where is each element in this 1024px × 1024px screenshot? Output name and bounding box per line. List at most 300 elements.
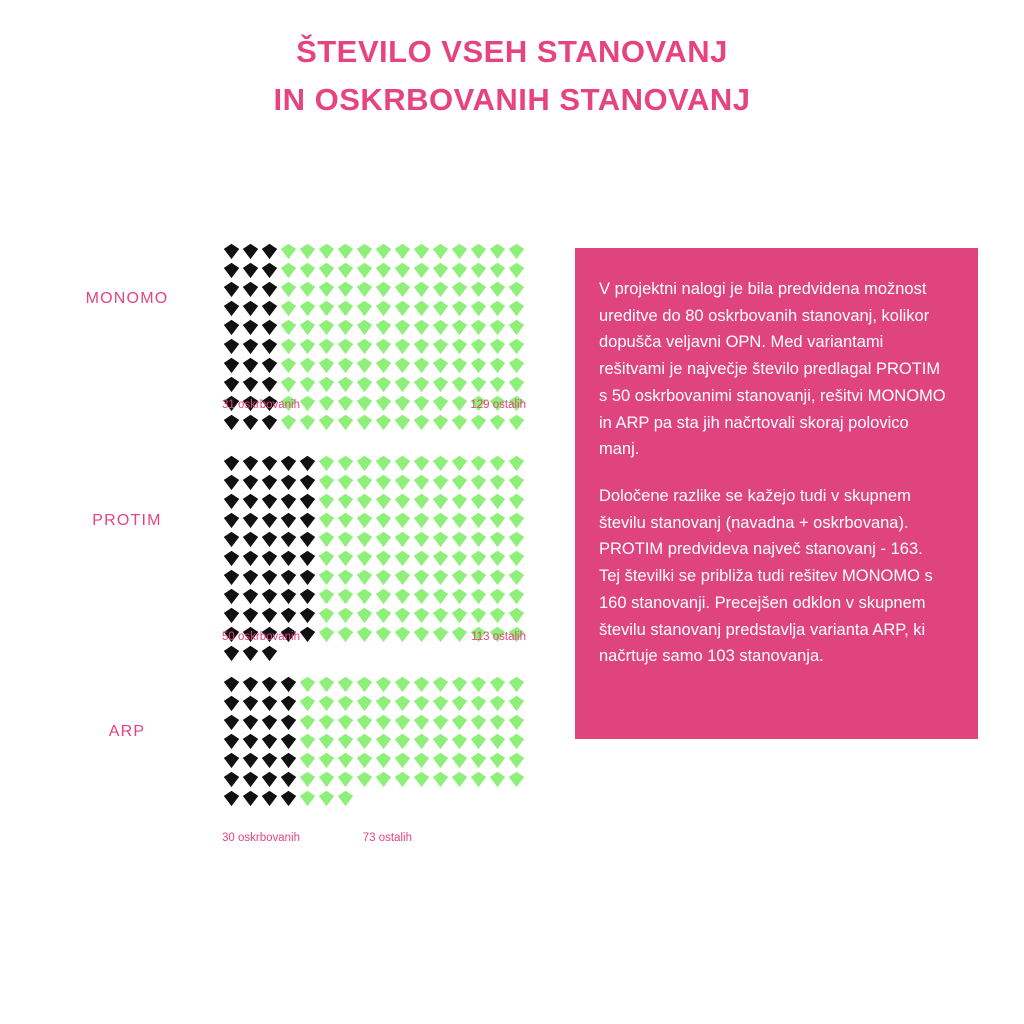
waffle-cell bbox=[298, 280, 317, 299]
waffle-cell bbox=[260, 644, 279, 663]
waffle-cell bbox=[412, 299, 431, 318]
waffle-cell bbox=[469, 356, 488, 375]
waffle-cell bbox=[431, 549, 450, 568]
waffle-cell bbox=[260, 530, 279, 549]
waffle-cell bbox=[393, 511, 412, 530]
waffle-cell bbox=[260, 789, 279, 808]
waffle-cell bbox=[412, 473, 431, 492]
waffle-cell bbox=[469, 454, 488, 473]
waffle-cell bbox=[279, 511, 298, 530]
waffle-cell bbox=[412, 675, 431, 694]
waffle-cell bbox=[507, 473, 526, 492]
waffle-cell bbox=[260, 337, 279, 356]
waffle-cell bbox=[469, 242, 488, 261]
waffle-cell bbox=[336, 299, 355, 318]
waffle-cell bbox=[336, 751, 355, 770]
waffle-cell bbox=[222, 299, 241, 318]
waffle-cell bbox=[469, 280, 488, 299]
waffle-cell bbox=[355, 568, 374, 587]
waffle-cell bbox=[336, 511, 355, 530]
waffle-cell bbox=[317, 625, 336, 644]
waffle-cell bbox=[298, 299, 317, 318]
waffle-cell bbox=[431, 299, 450, 318]
legend-supported-arp: 30 oskrbovanih bbox=[222, 832, 300, 844]
waffle-cell bbox=[469, 530, 488, 549]
waffle-cell bbox=[469, 549, 488, 568]
waffle-cell bbox=[469, 511, 488, 530]
waffle-cell bbox=[317, 751, 336, 770]
waffle-cell bbox=[298, 473, 317, 492]
waffle-cell bbox=[279, 318, 298, 337]
legend-other-monomo: 129 ostalih bbox=[470, 399, 526, 411]
waffle-cell bbox=[279, 587, 298, 606]
waffle-cell bbox=[260, 587, 279, 606]
waffle-cell bbox=[488, 280, 507, 299]
waffle-cell bbox=[241, 261, 260, 280]
waffle-cell bbox=[393, 568, 412, 587]
waffle-cell bbox=[431, 356, 450, 375]
waffle-cell bbox=[507, 454, 526, 473]
waffle-cell bbox=[488, 337, 507, 356]
waffle-cell bbox=[393, 454, 412, 473]
legend-supported-monomo: 31 oskrbovanih bbox=[222, 399, 300, 411]
waffle-cell bbox=[450, 732, 469, 751]
waffle-cell bbox=[336, 770, 355, 789]
waffle-cell bbox=[336, 587, 355, 606]
waffle-cell bbox=[336, 625, 355, 644]
waffle-cell bbox=[393, 318, 412, 337]
description-paragraph-2: Določene razlike se kažejo tudi v skupnem številu stanovanj (navadna + oskrbovana). PROTIM predvideva največ stanovanj - 163. Tej številki se približa tudi rešitev MONOMO s 160 stanovanji. Precejšen odklon v skupnem številu stanovanj predstavlja varianta ARP, ki načrtuje samo 103 stanovanja. bbox=[599, 487, 933, 666]
waffle-cell bbox=[450, 299, 469, 318]
waffle-cell bbox=[450, 713, 469, 732]
waffle-cell bbox=[298, 568, 317, 587]
waffle-cell bbox=[431, 375, 450, 394]
waffle-cell bbox=[279, 568, 298, 587]
waffle-cell bbox=[507, 549, 526, 568]
waffle-cell bbox=[355, 280, 374, 299]
waffle-cell bbox=[298, 394, 317, 413]
waffle-cell bbox=[450, 413, 469, 432]
waffle-cell bbox=[355, 713, 374, 732]
waffle-cell bbox=[279, 356, 298, 375]
waffle-cell bbox=[488, 549, 507, 568]
waffle-cell bbox=[412, 732, 431, 751]
waffle-cell bbox=[507, 492, 526, 511]
waffle-cell bbox=[336, 337, 355, 356]
waffle-cell bbox=[393, 413, 412, 432]
waffle-cell bbox=[336, 789, 355, 808]
waffle-cell bbox=[298, 511, 317, 530]
waffle-cell bbox=[241, 375, 260, 394]
waffle-cell bbox=[393, 732, 412, 751]
waffle-cell bbox=[431, 413, 450, 432]
waffle-cell bbox=[279, 694, 298, 713]
waffle-cell bbox=[241, 318, 260, 337]
waffle-cell bbox=[431, 732, 450, 751]
waffle-cell bbox=[298, 242, 317, 261]
waffle-cell bbox=[469, 375, 488, 394]
waffle-cell bbox=[488, 413, 507, 432]
waffle-cell bbox=[260, 492, 279, 511]
waffle-cell bbox=[260, 375, 279, 394]
waffle-cell bbox=[317, 375, 336, 394]
waffle-cell bbox=[260, 568, 279, 587]
waffle-cell bbox=[317, 568, 336, 587]
waffle-cell bbox=[431, 587, 450, 606]
waffle-cell bbox=[488, 568, 507, 587]
waffle-cell bbox=[336, 261, 355, 280]
waffle-cell bbox=[298, 318, 317, 337]
waffle-cell bbox=[241, 549, 260, 568]
waffle-cell bbox=[260, 770, 279, 789]
waffle-cell bbox=[222, 356, 241, 375]
waffle-cell bbox=[222, 530, 241, 549]
waffle-cell bbox=[469, 568, 488, 587]
waffle-cell bbox=[260, 713, 279, 732]
waffle-cell bbox=[488, 473, 507, 492]
waffle-cell bbox=[393, 261, 412, 280]
waffle-cell bbox=[241, 413, 260, 432]
waffle-cell bbox=[431, 713, 450, 732]
waffle-cell bbox=[222, 318, 241, 337]
waffle-cell bbox=[374, 280, 393, 299]
waffle-cell bbox=[469, 261, 488, 280]
waffle-cell bbox=[241, 606, 260, 625]
waffle-cell bbox=[393, 356, 412, 375]
waffle-cell bbox=[469, 770, 488, 789]
waffle-cell bbox=[355, 549, 374, 568]
waffle-cell bbox=[374, 261, 393, 280]
waffle-cell bbox=[241, 770, 260, 789]
waffle-cell bbox=[488, 454, 507, 473]
waffle-cell bbox=[393, 280, 412, 299]
waffle-cell bbox=[260, 280, 279, 299]
waffle-cell bbox=[298, 356, 317, 375]
waffle-cell bbox=[336, 675, 355, 694]
waffle-cell bbox=[317, 261, 336, 280]
waffle-cell bbox=[355, 675, 374, 694]
waffle-cell bbox=[488, 356, 507, 375]
waffle-cell bbox=[355, 454, 374, 473]
waffle-cell bbox=[488, 606, 507, 625]
waffle-cell bbox=[222, 511, 241, 530]
waffle-cell bbox=[336, 568, 355, 587]
waffle-cell bbox=[336, 713, 355, 732]
waffle-cell bbox=[374, 337, 393, 356]
waffle-cell bbox=[222, 568, 241, 587]
waffle-cell bbox=[260, 299, 279, 318]
waffle-cell bbox=[450, 549, 469, 568]
waffle-cell bbox=[431, 511, 450, 530]
waffle-cell bbox=[222, 473, 241, 492]
waffle-cell bbox=[260, 261, 279, 280]
waffle-cell bbox=[241, 511, 260, 530]
waffle-cell bbox=[374, 694, 393, 713]
waffle-cell bbox=[260, 751, 279, 770]
waffle-cell bbox=[412, 770, 431, 789]
waffle-cell bbox=[260, 242, 279, 261]
legend-other-arp: 73 ostalih bbox=[362, 832, 412, 844]
waffle-cell bbox=[374, 454, 393, 473]
waffle-cell bbox=[317, 318, 336, 337]
waffle-cell bbox=[355, 530, 374, 549]
waffle-cell bbox=[450, 454, 469, 473]
waffle-cell bbox=[469, 492, 488, 511]
waffle-cell bbox=[412, 587, 431, 606]
waffle-cell bbox=[336, 549, 355, 568]
waffle-cell bbox=[279, 530, 298, 549]
waffle-cell bbox=[241, 751, 260, 770]
waffle-cell bbox=[298, 375, 317, 394]
waffle-cell bbox=[488, 694, 507, 713]
waffle-cell bbox=[374, 394, 393, 413]
waffle-cell bbox=[412, 492, 431, 511]
waffle-cell bbox=[317, 511, 336, 530]
waffle-cell bbox=[431, 318, 450, 337]
waffle-cell bbox=[298, 606, 317, 625]
waffle-cell bbox=[393, 606, 412, 625]
waffle-cell bbox=[260, 732, 279, 751]
waffle-cell bbox=[298, 337, 317, 356]
waffle-cell bbox=[431, 568, 450, 587]
waffle-cell bbox=[488, 511, 507, 530]
waffle-cell bbox=[469, 413, 488, 432]
waffle-cell bbox=[241, 644, 260, 663]
waffle-cell bbox=[450, 694, 469, 713]
waffle-cell bbox=[317, 492, 336, 511]
waffle-cell bbox=[298, 751, 317, 770]
waffle-cell bbox=[393, 242, 412, 261]
waffle-cell bbox=[336, 280, 355, 299]
waffle-cell bbox=[317, 530, 336, 549]
waffle-cell bbox=[222, 375, 241, 394]
waffle-cell bbox=[488, 492, 507, 511]
waffle-cell bbox=[222, 644, 241, 663]
waffle-cell bbox=[488, 375, 507, 394]
waffle-cell bbox=[469, 337, 488, 356]
waffle-cell bbox=[507, 261, 526, 280]
waffle-cell bbox=[469, 675, 488, 694]
waffle-cell bbox=[450, 530, 469, 549]
group-label-arp: ARP bbox=[108, 723, 146, 740]
waffle-cell bbox=[412, 356, 431, 375]
waffle-cell bbox=[317, 356, 336, 375]
waffle-cell bbox=[431, 694, 450, 713]
waffle-cell bbox=[450, 473, 469, 492]
waffle-cell bbox=[488, 242, 507, 261]
waffle-cell bbox=[279, 299, 298, 318]
waffle-cell bbox=[279, 473, 298, 492]
waffle-cell bbox=[507, 356, 526, 375]
waffle-cell bbox=[260, 318, 279, 337]
waffle-cell bbox=[298, 530, 317, 549]
waffle-cell bbox=[317, 242, 336, 261]
waffle-cell bbox=[488, 751, 507, 770]
waffle-cell bbox=[450, 261, 469, 280]
waffle-cell bbox=[317, 587, 336, 606]
waffle-cell bbox=[469, 299, 488, 318]
waffle-cell bbox=[507, 299, 526, 318]
waffle-cell bbox=[431, 473, 450, 492]
waffle-cell bbox=[279, 454, 298, 473]
waffle-cell bbox=[450, 751, 469, 770]
waffle-cell bbox=[507, 242, 526, 261]
waffle-cell bbox=[222, 413, 241, 432]
waffle-cell bbox=[241, 280, 260, 299]
waffle-cell bbox=[279, 492, 298, 511]
waffle-cell bbox=[450, 280, 469, 299]
waffle-cell bbox=[507, 587, 526, 606]
waffle-cell bbox=[298, 625, 317, 644]
waffle-cell bbox=[241, 789, 260, 808]
waffle-cell bbox=[298, 549, 317, 568]
waffle-cell bbox=[374, 356, 393, 375]
waffle-cell bbox=[507, 732, 526, 751]
waffle-cell bbox=[336, 732, 355, 751]
waffle-cell bbox=[412, 261, 431, 280]
waffle-cell bbox=[317, 454, 336, 473]
waffle-cell bbox=[393, 337, 412, 356]
waffle-cell bbox=[450, 675, 469, 694]
waffle-cell bbox=[412, 694, 431, 713]
waffle-cell bbox=[374, 318, 393, 337]
waffle-cell bbox=[393, 770, 412, 789]
waffle-cell bbox=[336, 492, 355, 511]
waffle-cell bbox=[450, 242, 469, 261]
waffle-cell bbox=[336, 606, 355, 625]
waffle-cell bbox=[336, 318, 355, 337]
waffle-cell bbox=[412, 751, 431, 770]
waffle-cell bbox=[393, 299, 412, 318]
waffle-cell bbox=[507, 413, 526, 432]
waffle-cell bbox=[393, 675, 412, 694]
waffle-cell bbox=[260, 694, 279, 713]
waffle-cell bbox=[260, 511, 279, 530]
waffle-cell bbox=[355, 356, 374, 375]
waffle-cell bbox=[374, 713, 393, 732]
waffle-cell bbox=[374, 242, 393, 261]
waffle-cell bbox=[298, 675, 317, 694]
waffle-cell bbox=[222, 261, 241, 280]
waffle-cell bbox=[507, 675, 526, 694]
waffle-cell bbox=[241, 454, 260, 473]
waffle-cell bbox=[222, 606, 241, 625]
waffle-cell bbox=[488, 587, 507, 606]
waffle-cell bbox=[507, 606, 526, 625]
waffle-cell bbox=[393, 473, 412, 492]
waffle-cell bbox=[241, 694, 260, 713]
waffle-cell bbox=[355, 299, 374, 318]
waffle-cell bbox=[317, 770, 336, 789]
waffle-cell bbox=[393, 751, 412, 770]
waffle-cell bbox=[222, 492, 241, 511]
waffle-cell bbox=[355, 751, 374, 770]
waffle-cell bbox=[241, 587, 260, 606]
waffle-cell bbox=[260, 413, 279, 432]
waffle-cell bbox=[507, 568, 526, 587]
waffle-cell bbox=[374, 606, 393, 625]
waffle-cell bbox=[222, 732, 241, 751]
waffle-cell bbox=[450, 356, 469, 375]
waffle-cell bbox=[488, 530, 507, 549]
waffle-cell bbox=[317, 413, 336, 432]
description-panel bbox=[575, 248, 978, 739]
waffle-cell bbox=[241, 242, 260, 261]
title-line-1: ŠTEVILO VSEH STANOVANJ bbox=[296, 34, 728, 69]
waffle-cell bbox=[355, 242, 374, 261]
waffle-cell bbox=[507, 511, 526, 530]
waffle-cell bbox=[336, 242, 355, 261]
waffle-cell bbox=[355, 261, 374, 280]
waffle-cell bbox=[298, 261, 317, 280]
waffle-cell bbox=[393, 694, 412, 713]
waffle-cell bbox=[374, 530, 393, 549]
waffle-cell bbox=[355, 511, 374, 530]
waffle-cell bbox=[336, 530, 355, 549]
waffle-cell bbox=[374, 473, 393, 492]
waffle-cell bbox=[222, 770, 241, 789]
waffle-cell bbox=[431, 530, 450, 549]
waffle-cell bbox=[222, 280, 241, 299]
waffle-cell bbox=[469, 606, 488, 625]
waffle-cell bbox=[222, 337, 241, 356]
waffle-cell bbox=[260, 473, 279, 492]
waffle-cell bbox=[298, 694, 317, 713]
waffle-cell bbox=[488, 675, 507, 694]
waffle-cell bbox=[279, 675, 298, 694]
waffle-cell bbox=[260, 606, 279, 625]
waffle-cell bbox=[336, 454, 355, 473]
waffle-cell bbox=[488, 770, 507, 789]
waffle-cell bbox=[279, 751, 298, 770]
waffle-cell bbox=[317, 675, 336, 694]
description-paragraph-1: V projektni nalogi je bila predvidena možnost ureditve do 80 oskrbovanih stanovanj, kolikor dopušča veljavni OPN. Med variantami rešitvami je največje število predlagal PROTIM s 50 oskrbovanimi stanovanji, rešitvi MONOMO in ARP pa sta jih načrtovali skoraj polovico manj. bbox=[599, 280, 946, 459]
waffle-cell bbox=[279, 606, 298, 625]
waffle-cell bbox=[412, 375, 431, 394]
waffle-cell bbox=[374, 375, 393, 394]
waffle-cell bbox=[279, 375, 298, 394]
waffle-cell bbox=[488, 713, 507, 732]
waffle-cell bbox=[222, 549, 241, 568]
waffle-cell bbox=[431, 675, 450, 694]
group-label-protim: PROTIM bbox=[92, 512, 162, 529]
waffle-cell bbox=[355, 375, 374, 394]
waffle-cell bbox=[336, 413, 355, 432]
waffle-grid-arp bbox=[222, 675, 526, 808]
waffle-cell bbox=[241, 732, 260, 751]
waffle-cell bbox=[488, 299, 507, 318]
waffle-cell bbox=[374, 751, 393, 770]
waffle-cell bbox=[431, 454, 450, 473]
waffle-cell bbox=[374, 625, 393, 644]
waffle-cell bbox=[431, 280, 450, 299]
waffle-cell bbox=[507, 751, 526, 770]
waffle-cell bbox=[355, 732, 374, 751]
waffle-cell bbox=[412, 280, 431, 299]
waffle-cell bbox=[374, 492, 393, 511]
waffle-cell bbox=[298, 492, 317, 511]
waffle-cell bbox=[222, 587, 241, 606]
waffle-cell bbox=[412, 318, 431, 337]
waffle-cell bbox=[393, 549, 412, 568]
waffle-cell bbox=[431, 606, 450, 625]
waffle-cell bbox=[298, 454, 317, 473]
waffle-cell bbox=[279, 337, 298, 356]
waffle-cell bbox=[241, 299, 260, 318]
waffle-cell bbox=[260, 549, 279, 568]
waffle-cell bbox=[374, 675, 393, 694]
waffle-cell bbox=[374, 549, 393, 568]
